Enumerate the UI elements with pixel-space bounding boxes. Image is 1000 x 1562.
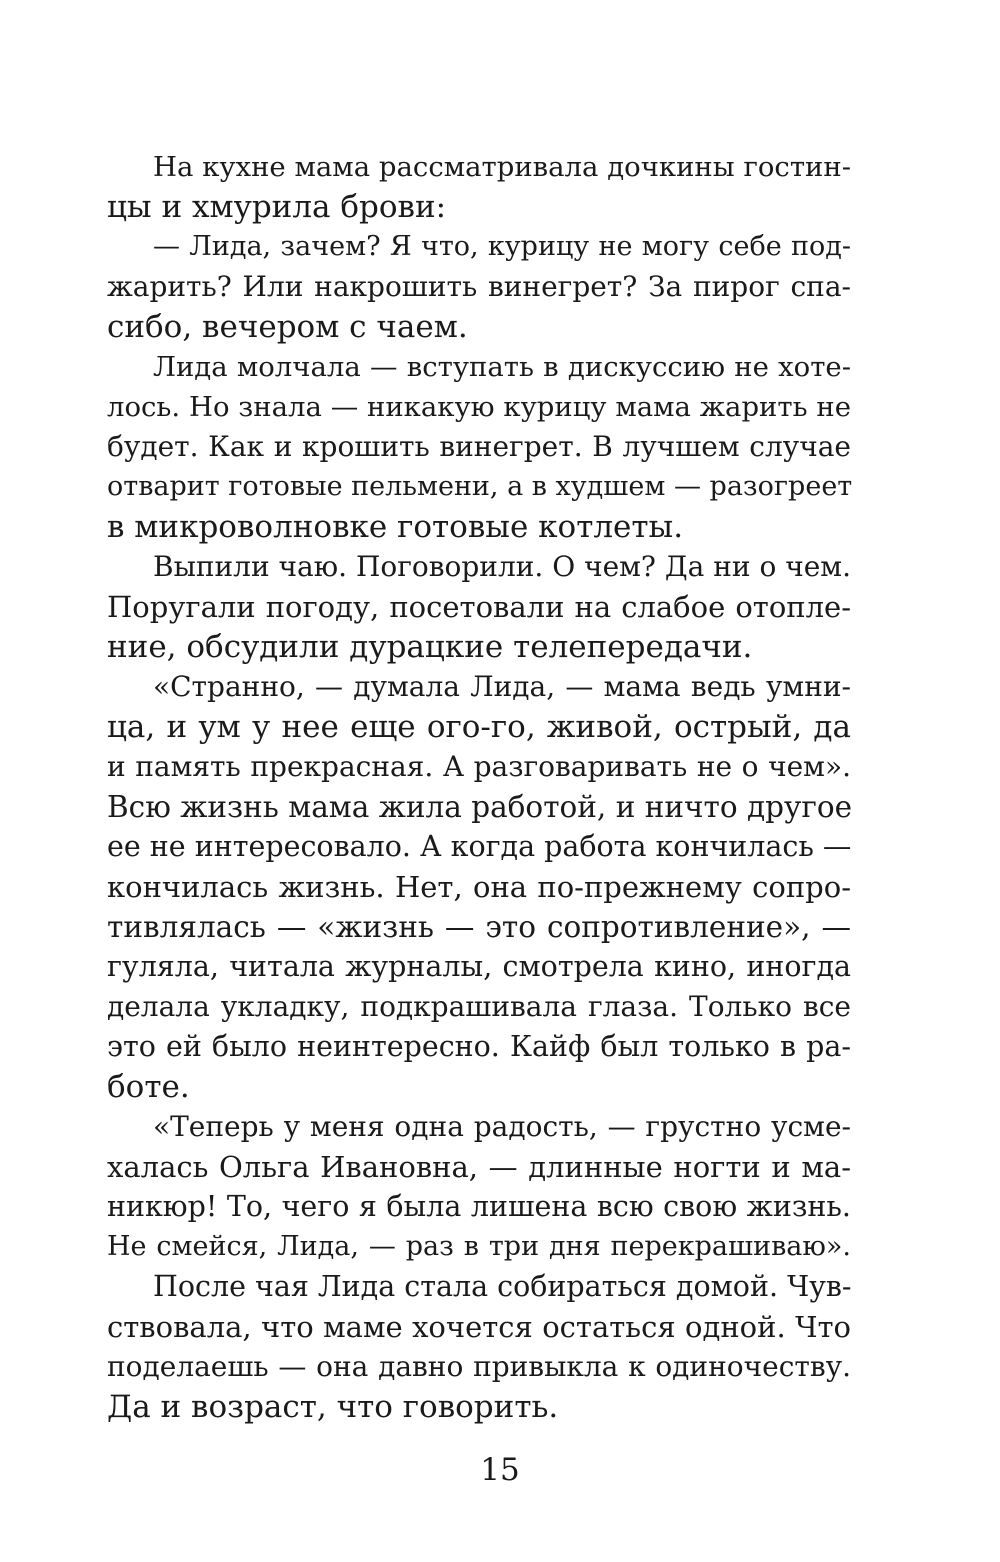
text-line: лось. Но знала — никакую курицу мама жарить не (107, 391, 851, 423)
text-line: в микроволновке готовые котлеты. (107, 509, 684, 545)
text-line: цы и хмурила брови: (107, 189, 447, 225)
text-line: сибо, вечером с чаем. (107, 309, 468, 345)
text-line: халась Ольга Ивановна, — длинные ногти и ма- (107, 1150, 851, 1184)
text-line: Не смейся, Лида, — раз в три дня перекрашиваю». (107, 1231, 851, 1262)
text-line: гуляла, читала журналы, смотрела кино, иногда (107, 950, 851, 983)
text-line: — Лида, зачем? Я что, курицу не могу себе под- (153, 231, 851, 262)
text-line: боте. (107, 1069, 190, 1105)
text-line: Лида молчала — вступать в дискуссию не хоте- (153, 351, 851, 383)
text-line: это ей было неинтересно. Кайф был только в ра- (107, 1030, 851, 1063)
text-line: «Странно, — думала Лида, — мама ведь умни- (153, 670, 851, 703)
text-line: Да и возраст, что говорить. (107, 1389, 559, 1425)
text-line: делала укладку, подкрашивала глаза. Только все (107, 990, 851, 1023)
text-line: ствовала, что маме хочется остаться одной. Что (107, 1310, 851, 1344)
text-line: ее не интересовало. А когда работа кончилась — (107, 830, 852, 863)
text-line: Поругали погоду, посетовали на слабое отопле- (107, 590, 851, 624)
text-line: ца, и ум у нее еще ого-го, живой, острый, да (107, 709, 851, 745)
text-line: отварит готовые пельмени, а в худшем — разогреет (107, 471, 853, 502)
text-line: «Теперь у меня одна радость, — грустно усме- (153, 1110, 851, 1143)
text-line: Выпили чаю. Поговорили. О чем? Да ни о чем. (153, 550, 851, 583)
text-line: После чая Лида стала собираться домой. Чув- (153, 1270, 852, 1303)
text-line: Всю жизнь мама жила работой, и ничто другое (107, 790, 853, 824)
text-line: будет. Как и крошить винегрет. В лучшем случае (107, 430, 851, 463)
text-line: и память прекрасная. А разговаривать не о чем». (107, 750, 851, 783)
text-line: На кухне мама рассматривала дочкины гостин- (153, 151, 851, 183)
text-line: ние, обсудили дурацкие телепередачи. (107, 629, 753, 665)
text-line: кончилась жизнь. Нет, она по-прежнему сопро- (107, 870, 851, 904)
text-line: никюр! То, чего я была лишена всю свою жизнь. (107, 1190, 851, 1223)
page-number: 15 (480, 1452, 520, 1488)
text-line: тивлялась — «жизнь — это сопротивление», — (107, 910, 851, 944)
text-line: поделаешь — она давно привыкла к одиночеству. (107, 1350, 851, 1383)
text-line: жарить? Или накрошить винегрет? За пирог спа- (107, 270, 851, 303)
